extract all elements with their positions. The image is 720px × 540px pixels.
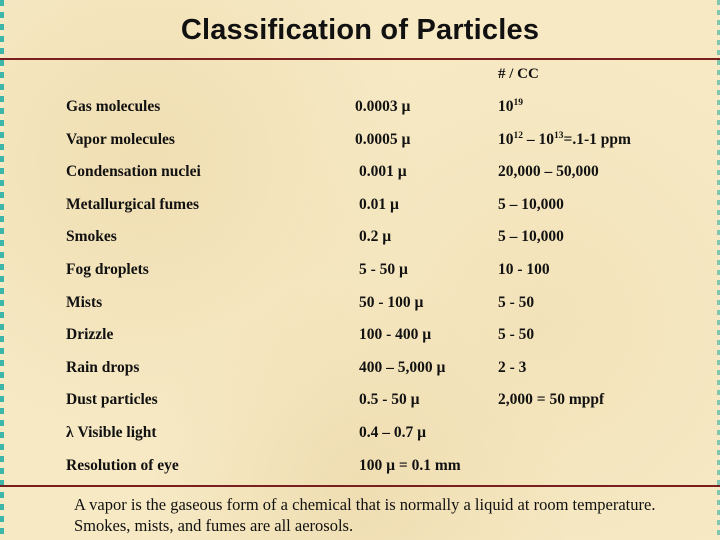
particle-name: Metallurgical fumes (66, 195, 200, 213)
particle-count: $10^{19}$ (498, 98, 523, 115)
particle-name: Condensation nuclei (66, 163, 201, 181)
table-row (0, 224, 720, 257)
particle-size: 50 - 100 µ (359, 293, 424, 311)
table-row (0, 420, 720, 453)
particle-size: 0.001 µ (359, 163, 407, 181)
footer-divider (0, 485, 720, 487)
table-row (0, 94, 720, 127)
count-column-header: # / CC (498, 66, 539, 82)
particle-count: 2 - 3 (498, 358, 527, 376)
particle-size: 5 - 50 µ (359, 260, 408, 278)
particle-size: 100 - 400 µ (359, 326, 432, 344)
table-row (0, 257, 720, 290)
table-row (0, 453, 720, 486)
particle-name: Resolution of eye (66, 456, 179, 474)
particle-count: 10 - 100 (498, 260, 550, 278)
exponent: 12 (513, 130, 523, 141)
table-row (0, 192, 720, 225)
particle-size: 100 µ = 0.1 mm (359, 456, 461, 474)
particle-name: λ Visible light (66, 423, 157, 441)
particle-size: 0.0005 µ (355, 130, 411, 148)
table-row (0, 290, 720, 323)
particle-size: 0.5 - 50 µ (359, 391, 420, 409)
particle-size: 0.0003 µ (355, 98, 411, 115)
particle-size: 0.01 µ (359, 195, 399, 213)
slide-title: Classification of Particles (180, 14, 540, 46)
table-row (0, 387, 720, 420)
particle-size: 0.2 µ (359, 228, 392, 246)
particle-size: 400 – 5,000 µ (359, 358, 446, 376)
particle-count: 5 - 50 (498, 293, 535, 311)
exponent: 13 (554, 130, 564, 141)
title-divider (0, 58, 720, 60)
table-row (0, 127, 720, 160)
particle-name: Fog droplets (66, 260, 149, 278)
particle-count: 2,000 = 50 mppf (498, 391, 605, 409)
particle-count: $10^{12} - 10^{13}=.1-1$ ppm (498, 130, 631, 148)
table-row (0, 355, 720, 388)
particle-count: 5 – 10,000 (498, 195, 564, 213)
particle-name: Vapor molecules (66, 130, 175, 148)
particle-count: 20,000 – 50,000 (498, 163, 599, 181)
particle-name: Gas molecules (66, 98, 161, 115)
table-row (0, 159, 720, 192)
table-row (0, 322, 720, 355)
particle-name: Rain drops (66, 358, 140, 376)
exponent: 19 (513, 98, 523, 108)
particle-count: 5 - 50 (498, 326, 535, 344)
particle-table (0, 94, 720, 485)
particle-name: Drizzle (66, 326, 114, 344)
footer-note: A vapor is the gaseous form of a chemical that is normally a liquid at room temperature. Smokes, mists, and fumes are all aerosols. (74, 495, 656, 535)
particle-size: 0.4 – 0.7 µ (359, 423, 427, 441)
particle-name: Mists (66, 293, 103, 311)
particle-count: 5 – 10,000 (498, 228, 564, 246)
particle-name: Dust particles (66, 391, 158, 409)
particle-name: Smokes (66, 228, 117, 246)
